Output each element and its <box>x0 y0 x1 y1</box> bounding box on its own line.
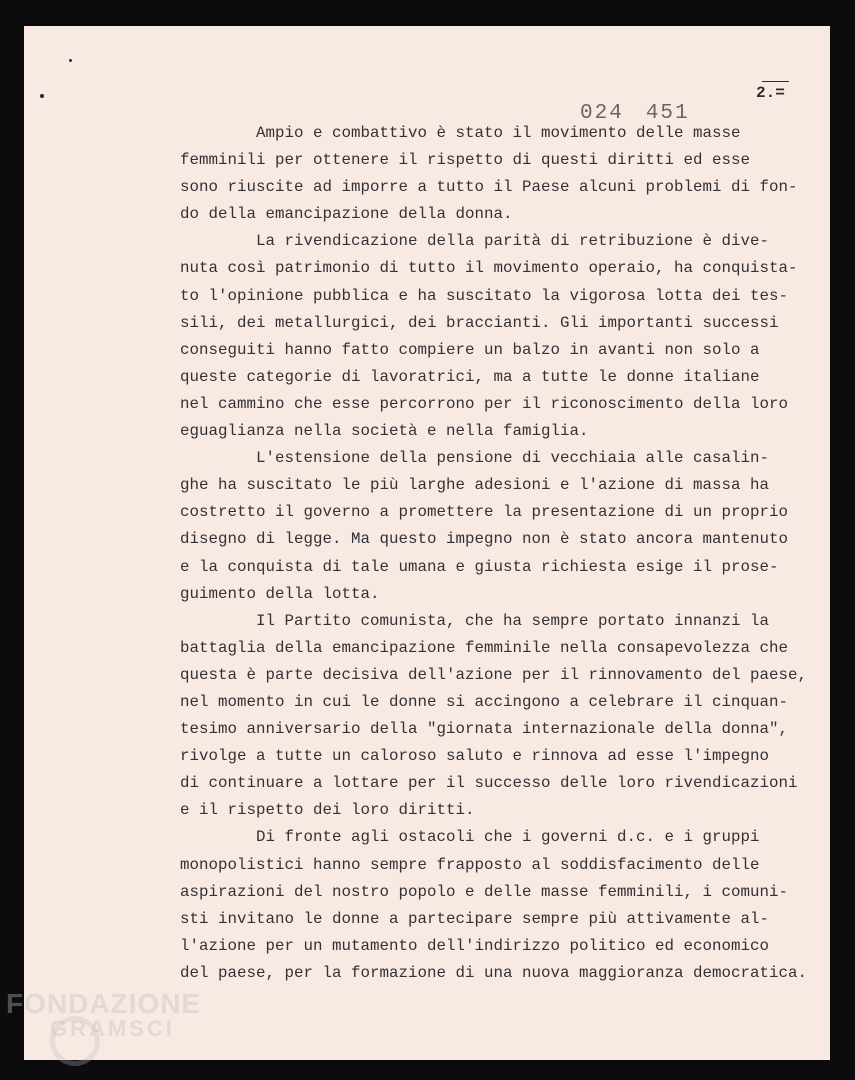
text-line: aspirazioni del nostro popolo e delle masse femminili, i comuni- <box>180 882 788 901</box>
paragraph <box>180 120 820 228</box>
text-line: queste categorie di lavoratrici, ma a tutte le donne italiane <box>180 367 760 386</box>
watermark-logo-icon <box>50 1016 100 1066</box>
text-line: nuta così patrimonio di tutto il movimento operaio, ha conquista- <box>180 259 798 278</box>
text-line: battaglia della emancipazione femminile nella consapevolezza che <box>180 638 788 657</box>
text-line: sono riuscite ad imporre a tutto il Paese alcuni problemi di fon- <box>180 178 798 197</box>
text-line: e la conquista di tale umana e giusta richiesta esige il prose- <box>180 557 779 576</box>
paragraph <box>180 824 820 987</box>
text-line: sti invitano le donne a partecipare sempre più attivamente al- <box>180 909 769 928</box>
ink-speck <box>69 59 72 62</box>
watermark-line-2: GRAMSCI <box>50 1016 175 1041</box>
text-line: L'estensione della pensione di vecchiaia alle casalin- <box>180 449 769 468</box>
archive-number-part: 451 <box>645 102 690 125</box>
text-line: to l'opinione pubblica e ha suscitato la vigorosa lotta dei tes- <box>180 286 788 305</box>
text-line: femminili per ottenere il rispetto di questi diritti ed esse <box>180 151 750 170</box>
text-line: nel cammino che esse percorrono per il riconoscimento della loro <box>180 394 788 413</box>
watermark-line-1: FONDAZIONE <box>6 988 202 1019</box>
text-line: l'azione per un mutamento dell'indirizzo politico ed economico <box>180 936 769 955</box>
text-line: do della emancipazione della donna. <box>180 205 513 224</box>
text-line: conseguiti hanno fatto compiere un balzo in avanti non solo a <box>180 340 760 359</box>
text-line: guimento della lotta. <box>180 584 380 603</box>
text-line: eguaglianza nella società e nella famiglia. <box>180 422 589 441</box>
text-line: del paese, per la formazione di una nuova maggioranza democratica. <box>180 963 807 982</box>
text-line: ghe ha suscitato le più larghe adesioni e l'azione di massa ha <box>180 476 769 495</box>
paragraph <box>180 228 820 445</box>
text-line: La rivendicazione della parità di retribuzione è dive- <box>180 232 769 251</box>
fondazione-gramsci-watermark <box>6 988 201 1042</box>
text-line: Ampio e combattivo è stato il movimento delle masse <box>180 124 741 142</box>
text-line: di continuare a lottare per il successo delle loro rivendicazioni <box>180 774 798 793</box>
paragraph <box>180 608 820 825</box>
typewritten-body <box>180 120 820 987</box>
archive-number-part: 024 <box>580 102 624 125</box>
ink-speck <box>40 94 44 98</box>
text-line: nel momento in cui le donne si accingono a celebrare il cinquan- <box>180 692 788 711</box>
paragraph <box>180 445 820 608</box>
text-line: e il rispetto dei loro diritti. <box>180 801 475 820</box>
text-line: Il Partito comunista, che ha sempre portato innanzi la <box>180 611 769 630</box>
text-line: tesimo anniversario della "giornata internazionale della donna", <box>180 720 788 739</box>
text-line: monopolistici hanno sempre frapposto al soddisfacimento delle <box>180 855 760 874</box>
page-number: 2.= <box>756 84 785 102</box>
text-line: sili, dei metallurgici, dei braccianti. Gli importanti successi <box>180 313 779 332</box>
text-line: questa è parte decisiva dell'azione per il rinnovamento del paese, <box>180 665 807 684</box>
text-line: disegno di legge. Ma questo impegno non è stato ancora mantenuto <box>180 530 788 549</box>
text-line: rivolge a tutte un caloroso saluto e rinnova ad esse l'impegno <box>180 747 769 766</box>
text-line: Di fronte agli ostacoli che i governi d.c. e i gruppi <box>180 828 760 847</box>
text-line: costretto il governo a promettere la presentazione di un proprio <box>180 503 788 522</box>
